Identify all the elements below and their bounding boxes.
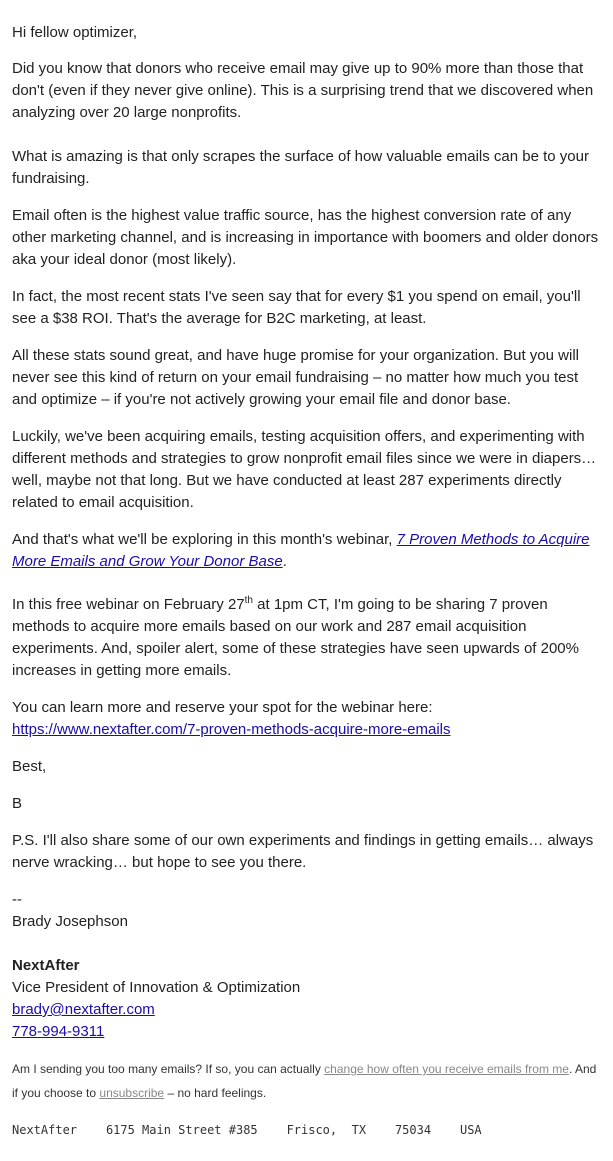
paragraph-webinar-details	[12, 594, 602, 682]
address-zip: 75034	[394, 1123, 432, 1137]
webinar-intro-text: And that's what we'll be exploring in this month's webinar,	[12, 531, 397, 548]
webinar-period: .	[282, 553, 287, 570]
reserve-text: You can learn more and reserve your spot for the webinar here:	[12, 699, 433, 716]
paragraph-highest-value: Email often is the highest value traffic source, has the highest conversion rate of any other marketing channel, and is increasing in importance with boomers and older donors aka your ideal donor (most likely).	[12, 207, 599, 268]
date-suffix: th	[244, 595, 253, 606]
signature-email	[12, 999, 602, 1021]
webinar-title-link[interactable]: 7 Proven Methods to Acquire More Emails and Grow Your Donor Base	[12, 531, 590, 570]
postscript: P.S. I'll also share some of our own experiments and findings in getting emails… always nerve wracking… but hope to see you there.	[12, 832, 594, 871]
address-state: TX	[351, 1123, 367, 1137]
greeting: Hi fellow optimizer,	[12, 24, 138, 41]
footer-note-suffix: – no hard feelings.	[164, 1086, 267, 1100]
footer-address	[12, 1123, 602, 1137]
signature-job-title: Vice President of Innovation & Optimization	[12, 979, 301, 996]
signature-email-link[interactable]: brady@nextafter.com	[12, 1001, 155, 1018]
webinar-url-link[interactable]: https://www.nextafter.com/7-proven-methods-acquire-more-emails	[12, 721, 451, 738]
email-body	[12, 22, 602, 1137]
address-company: NextAfter	[12, 1123, 78, 1137]
signature-dashes: --	[12, 891, 22, 908]
signature-phone-link[interactable]: 778-994-9311	[12, 1023, 105, 1040]
webinar-date-text: In this free webinar on February 27	[12, 596, 245, 613]
paragraph-growing-file: All these stats sound great, and have huge promise for your organization. But you will never see this kind of return on your email fundraising – no matter how much you test and optimize – if you're not actively growing your email file and donor base.	[12, 347, 579, 408]
address-street: 6175 Main Street #385	[105, 1123, 258, 1137]
footer-note-mid: . And if you choose to	[12, 1062, 597, 1100]
address-country: USA	[459, 1123, 482, 1137]
signature-name: Brady Josephson	[12, 913, 128, 930]
paragraph-reserve	[12, 697, 602, 741]
webinar-details-text: at 1pm CT, I'm going to be sharing 7 proven methods to acquire more emails based on our work and 287 email acquisition experiments. And, spoiler alert, some of these strategies have seen upwards of 200% increases in getting more emails.	[12, 596, 579, 679]
footer-frequency-note	[12, 1057, 602, 1105]
paragraph-roi: In fact, the most recent stats I've seen say that for every $1 you spend on email, you'll see a $38 ROI. That's the average for B2C marketing, at least.	[12, 288, 581, 327]
paragraph-webinar	[12, 529, 602, 573]
initial: B	[12, 795, 23, 812]
paragraph-surface: What is amazing is that only scrapes the surface of how valuable emails can be to your fundraising.	[12, 148, 589, 187]
unsubscribe-link[interactable]: unsubscribe	[99, 1086, 165, 1100]
signoff: Best,	[12, 758, 47, 775]
change-frequency-link[interactable]: change how often you receive emails from me	[324, 1062, 569, 1076]
address-city: Frisco,	[286, 1123, 338, 1137]
paragraph-donors-stat: Did you know that donors who receive email may give up to 90% more than those that don't (even if they never give online). This is a surprising trend that we discovered when analyzing over 20 large nonprofits.	[12, 60, 594, 121]
footer-note-prefix: Am I sending you too many emails? If so, you can actually	[12, 1062, 325, 1076]
signature-phone	[12, 1021, 602, 1043]
signature-company: NextAfter	[12, 957, 80, 974]
paragraph-experiments: Luckily, we've been acquiring emails, testing acquisition offers, and experimenting with different methods and strategies to grow nonprofit email files since we were in diapers…well, maybe not that long. But we have conducted at least 287 experiments directly related to email acquisition.	[12, 428, 597, 511]
